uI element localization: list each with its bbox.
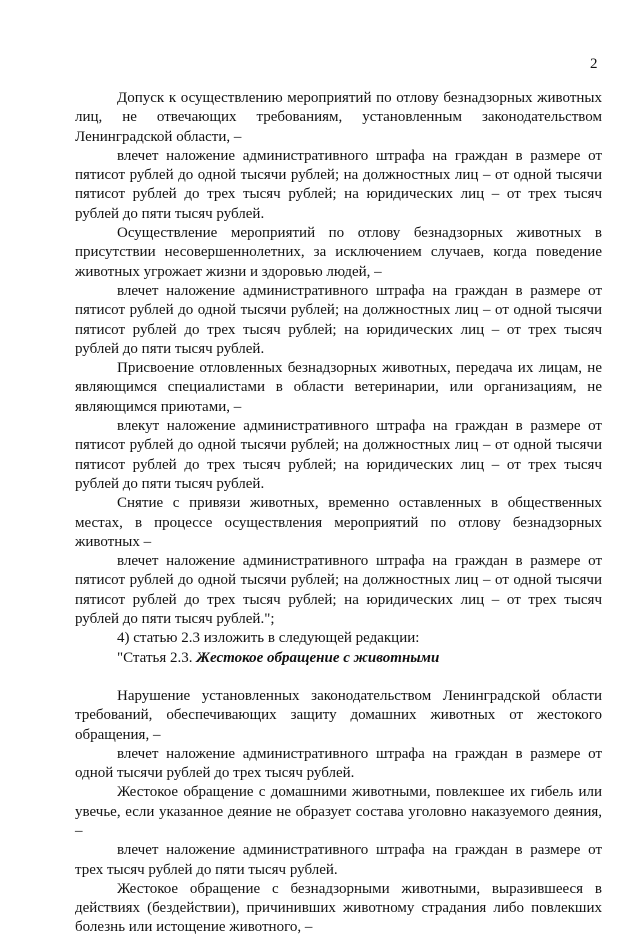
paragraph-penalty-4: влечет наложение административного штрафа на граждан в размере от пятисот рублей до одной тысячи рублей; на должностных лиц – от одной тысячи пятисот рублей до трех тысяч рублей; на юридических лиц – от трех тысяч рублей до пяти тысяч рублей."; <box>75 553 602 628</box>
paragraph-penalty-3: влекут наложение административного штрафа на граждан в размере от пятисот рублей до одной тысячи рублей; на должностных лиц – от одной тысячи пятисот рублей до трех тысяч рублей; на юридических лиц – от трех тысяч рублей до пяти тысяч рублей. <box>75 418 602 492</box>
page-number: 2 <box>590 56 598 72</box>
document-body <box>75 89 602 938</box>
paragraph-catching-admission: Допуск к осуществлению мероприятий по отлову безнадзорных животных лиц, не отвечающих требованиям, установленным законодательством Ленинградской области, – <box>75 90 602 145</box>
paragraph-amendment-intro: 4) статью 2.3 изложить в следующей редакции: <box>117 630 420 647</box>
paragraph-appropriation: Присвоение отловленных безнадзорных животных, передача их лицам, не являющимся специалистами в области ветеринарии, или организациям, не являющимся приютами, – <box>75 360 602 415</box>
paragraph-penalty-6: влечет наложение административного штрафа на граждан в размере от трех тысяч рублей до пяти тысяч рублей. <box>75 842 602 878</box>
paragraph-catching-minors: Осуществление мероприятий по отлову безнадзорных животных в присутствии несовершеннолетних, за исключением случаев, когда поведение животных угрожает жизни и здоровью людей, – <box>75 225 602 280</box>
article-heading-prefix: "Статья 2.3. <box>117 649 197 666</box>
paragraph-unleashing: Снятие с привязи животных, временно оставленных в общественных местах, в процессе осуществления мероприятий по отлову безнадзорных животных – <box>75 495 602 550</box>
article-heading <box>75 649 602 668</box>
paragraph-cruelty-stray: Жестокое обращение с безнадзорными животными, выразившееся в действиях (бездействии), причинивших животному страдания либо повлекших болезнь или истощение животного, – <box>75 880 602 936</box>
paragraph-violation-requirements: Нарушение установленных законодательством Ленинградской области требований, обеспечивающих защиту домашних животных от жестокого обращения, – <box>75 687 602 743</box>
paragraph-penalty-5: влечет наложение административного штрафа на граждан в размере от одной тысячи рублей до трех тысяч рублей. <box>75 745 602 782</box>
paragraph-penalty-1: влечет наложение административного штрафа на граждан в размере от пятисот рублей до одной тысячи рублей; на должностных лиц – от одной тысячи пятисот рублей до трех тысяч рублей; на юридических лиц – от трех тысяч рублей до пяти тысяч рублей. <box>75 147 602 222</box>
paragraph-cruelty-domestic: Жестокое обращение с домашними животными, повлекшее их гибель или увечье, если указанное деяние не образует состава уголовно наказуемого деяния, – <box>75 784 602 839</box>
paragraph-penalty-2: влечет наложение административного штрафа на граждан в размере от пятисот рублей до одной тысячи рублей; на должностных лиц – от одной тысячи пятисот рублей до трех тысяч рублей; на юридических лиц – от трех тысяч рублей до пяти тысяч рублей. <box>75 282 602 357</box>
article-heading-title: Жестокое обращение с животными <box>196 649 440 666</box>
